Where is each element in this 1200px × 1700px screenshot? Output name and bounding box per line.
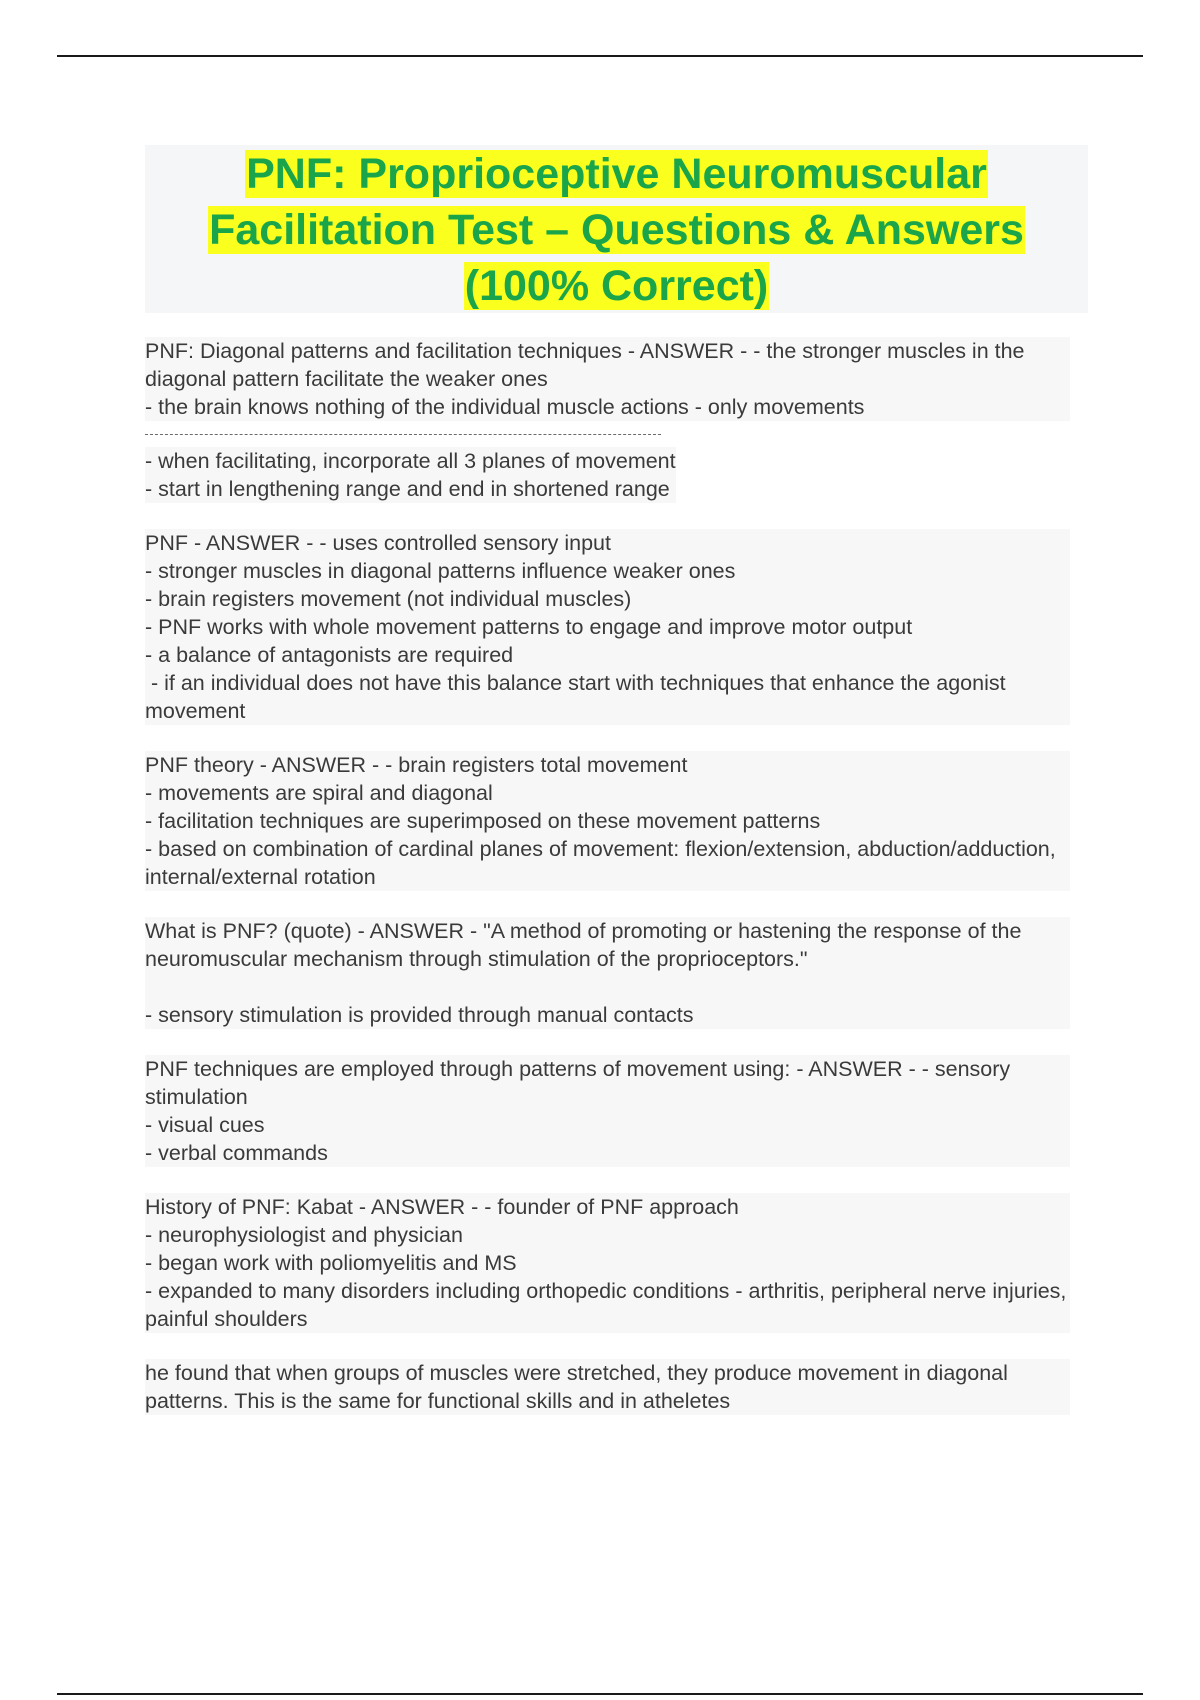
qa-text: What is PNF? (quote) - ANSWER - "A method of promoting or hastening the response of the neuromuscular mechanism through stimulation of the proprioceptors." - sensory stimulation is provided through manual contacts	[145, 917, 1070, 1029]
qa-text: PNF techniques are employed through patterns of movement using: - ANSWER - - sensory stimulation - visual cues - verbal commands	[145, 1055, 1070, 1167]
qa-text: PNF: Diagonal patterns and facilitation techniques - ANSWER - - the stronger muscles in the diagonal pattern facilitate the weaker ones - the brain knows nothing of the individual muscle actions - only movements	[145, 337, 1070, 421]
qa-block-pnf-theory	[145, 751, 1075, 891]
page-title	[145, 146, 1088, 314]
qa-block-history	[145, 1193, 1075, 1333]
title-line-2: Facilitation Test – Questions & Answers	[209, 206, 1024, 254]
title-line-1: PNF: Proprioceptive Neuromuscular	[246, 150, 987, 198]
dashed-divider	[145, 434, 661, 435]
qa-block-what-is-pnf	[145, 917, 1075, 1029]
title-line-3: (100% Correct)	[464, 262, 769, 310]
qa-text: he found that when groups of muscles were stretched, they produce movement in diagonal patterns. This is the same for functional skills and in atheletes	[145, 1359, 1070, 1415]
qa-text: PNF - ANSWER - - uses controlled sensory input - stronger muscles in diagonal patterns influence weaker ones - brain registers movement (not individual muscles) - PNF works with whole movement patterns to engage and improve motor output - a balance of antagonists are required - if an individual does not have this balance start with techniques that enhance the agonist movement	[145, 529, 1070, 725]
qa-text: History of PNF: Kabat - ANSWER - - founder of PNF approach - neurophysiologist and physician - began work with poliomyelitis and MS - expanded to many disorders including orthopedic conditions - arthritis, peripheral nerve injuries, painful shoulders	[145, 1193, 1070, 1333]
qa-content	[145, 337, 1075, 1441]
qa-text: - when facilitating, incorporate all 3 planes of movement - start in lengthening range and end in shortened range	[145, 449, 676, 501]
header-rule	[57, 55, 1143, 57]
qa-block-diagonal-patterns	[145, 337, 1075, 503]
qa-block-diagonal-note	[145, 1359, 1075, 1415]
qa-text: PNF theory - ANSWER - - brain registers total movement - movements are spiral and diagonal - facilitation techniques are superimposed on these movement patterns - based on combination of cardinal planes of movement: flexion/extension, abduction/adduction, internal/external rotation	[145, 751, 1070, 891]
qa-block-techniques	[145, 1055, 1075, 1167]
qa-block-pnf	[145, 529, 1075, 725]
footer-rule	[57, 1693, 1143, 1695]
